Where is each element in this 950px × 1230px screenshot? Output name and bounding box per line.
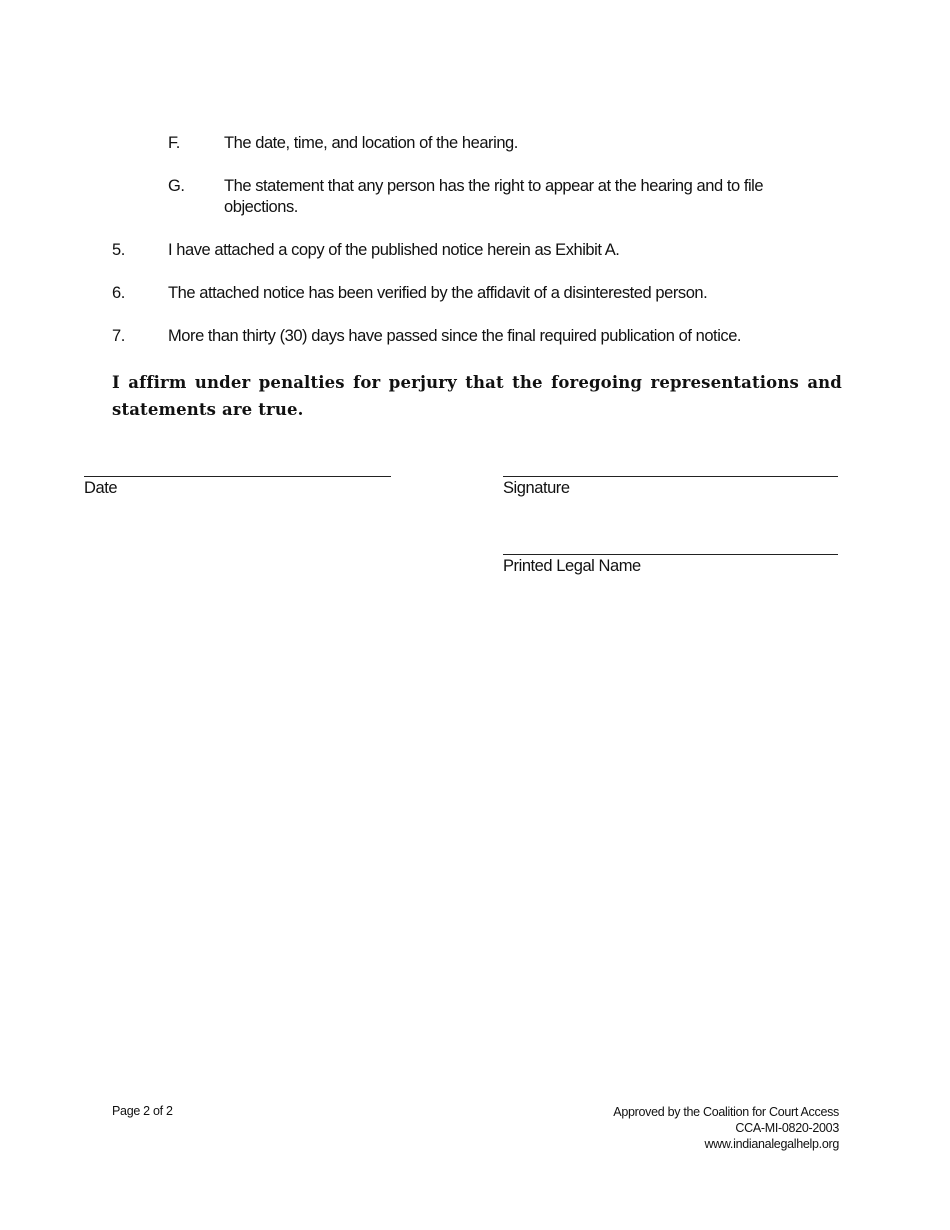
form-code: CCA-MI-0820-2003 [735, 1121, 839, 1135]
numbered-item-label: 5. [112, 241, 125, 259]
numbered-item-label: 6. [112, 284, 125, 302]
date-label: Date [84, 479, 118, 497]
list-item-label: G. [168, 177, 185, 195]
signature-line[interactable] [503, 476, 838, 477]
affirmation-statement: I affirm under penalties for perjury that the foregoing representations and statements are true. [112, 373, 842, 419]
footer-approval-block [613, 1104, 839, 1152]
printed-name-label: Printed Legal Name [503, 557, 641, 575]
list-item-text: The statement that any person has the right to appear at the hearing and to file objections. [224, 177, 764, 216]
website-link[interactable]: www.indianalegalhelp.org [704, 1137, 839, 1151]
printed-name-line[interactable] [503, 554, 838, 555]
numbered-item-text: The attached notice has been verified by the affidavit of a disinterested person. [168, 284, 708, 302]
numbered-item-text: I have attached a copy of the published notice herein as Exhibit A. [168, 241, 620, 259]
numbered-item-text: More than thirty (30) days have passed since the final required publication of notice. [168, 327, 742, 345]
list-item-label: F. [168, 134, 180, 152]
numbered-item-label: 7. [112, 327, 125, 345]
approved-by-text: Approved by the Coalition for Court Access [613, 1105, 839, 1119]
date-line[interactable] [84, 476, 391, 477]
list-item-text: The date, time, and location of the hearing. [224, 134, 518, 152]
signature-label: Signature [503, 479, 570, 497]
page-number: Page 2 of 2 [112, 1104, 173, 1118]
